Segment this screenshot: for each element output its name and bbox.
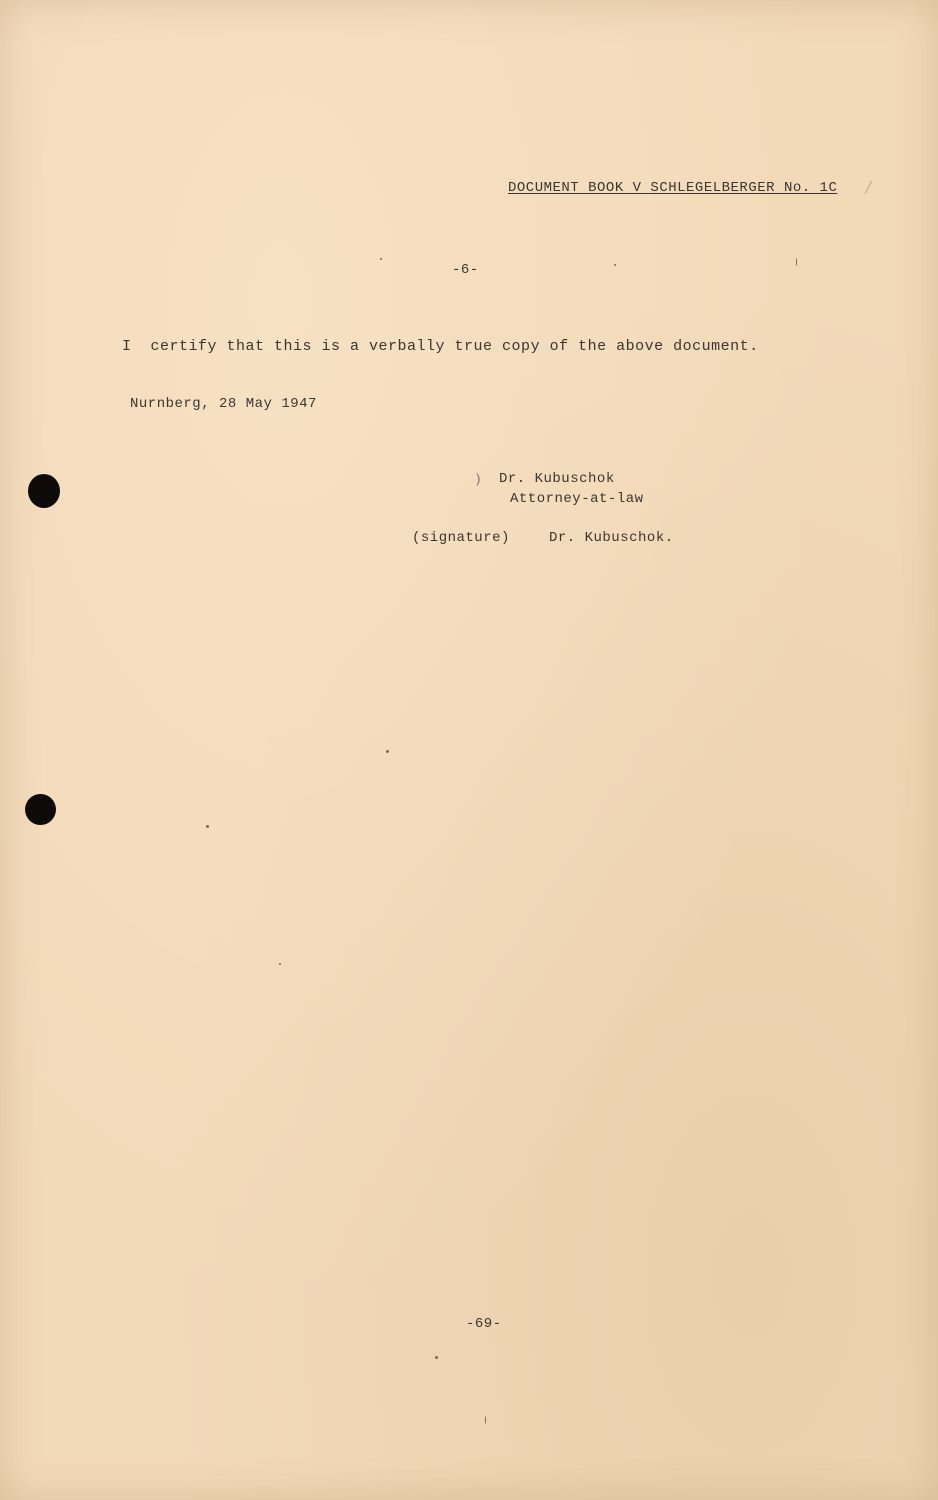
paper-speck (435, 1356, 438, 1359)
handwritten-mark: / (866, 178, 872, 196)
page-marker-top: -6- (452, 262, 479, 278)
paper-speck (796, 258, 797, 266)
document-header: DOCUMENT BOOK V SCHLEGELBERGER No. 1C (508, 180, 838, 196)
signatory-name: Dr. Kubuschok (499, 471, 615, 487)
signature-label: (signature) (412, 530, 510, 546)
paper-speck (386, 750, 389, 753)
place-date: Nurnberg, 28 May 1947 (130, 396, 317, 412)
signatory-title: Attorney-at-law (510, 491, 644, 507)
paper-speck (614, 264, 616, 266)
page-number-bottom: -69- (466, 1316, 502, 1332)
paper-speck (279, 963, 281, 965)
certification-text: I certify that this is a verbally true copy of the above document. (122, 338, 759, 355)
paper-speck (485, 1416, 486, 1424)
signature-name: Dr. Kubuschok. (549, 530, 674, 546)
paper-speck (206, 825, 209, 828)
punch-hole (28, 474, 60, 508)
signature-mark: ) (474, 472, 483, 487)
punch-hole (25, 794, 56, 825)
paper-speck (380, 258, 382, 260)
